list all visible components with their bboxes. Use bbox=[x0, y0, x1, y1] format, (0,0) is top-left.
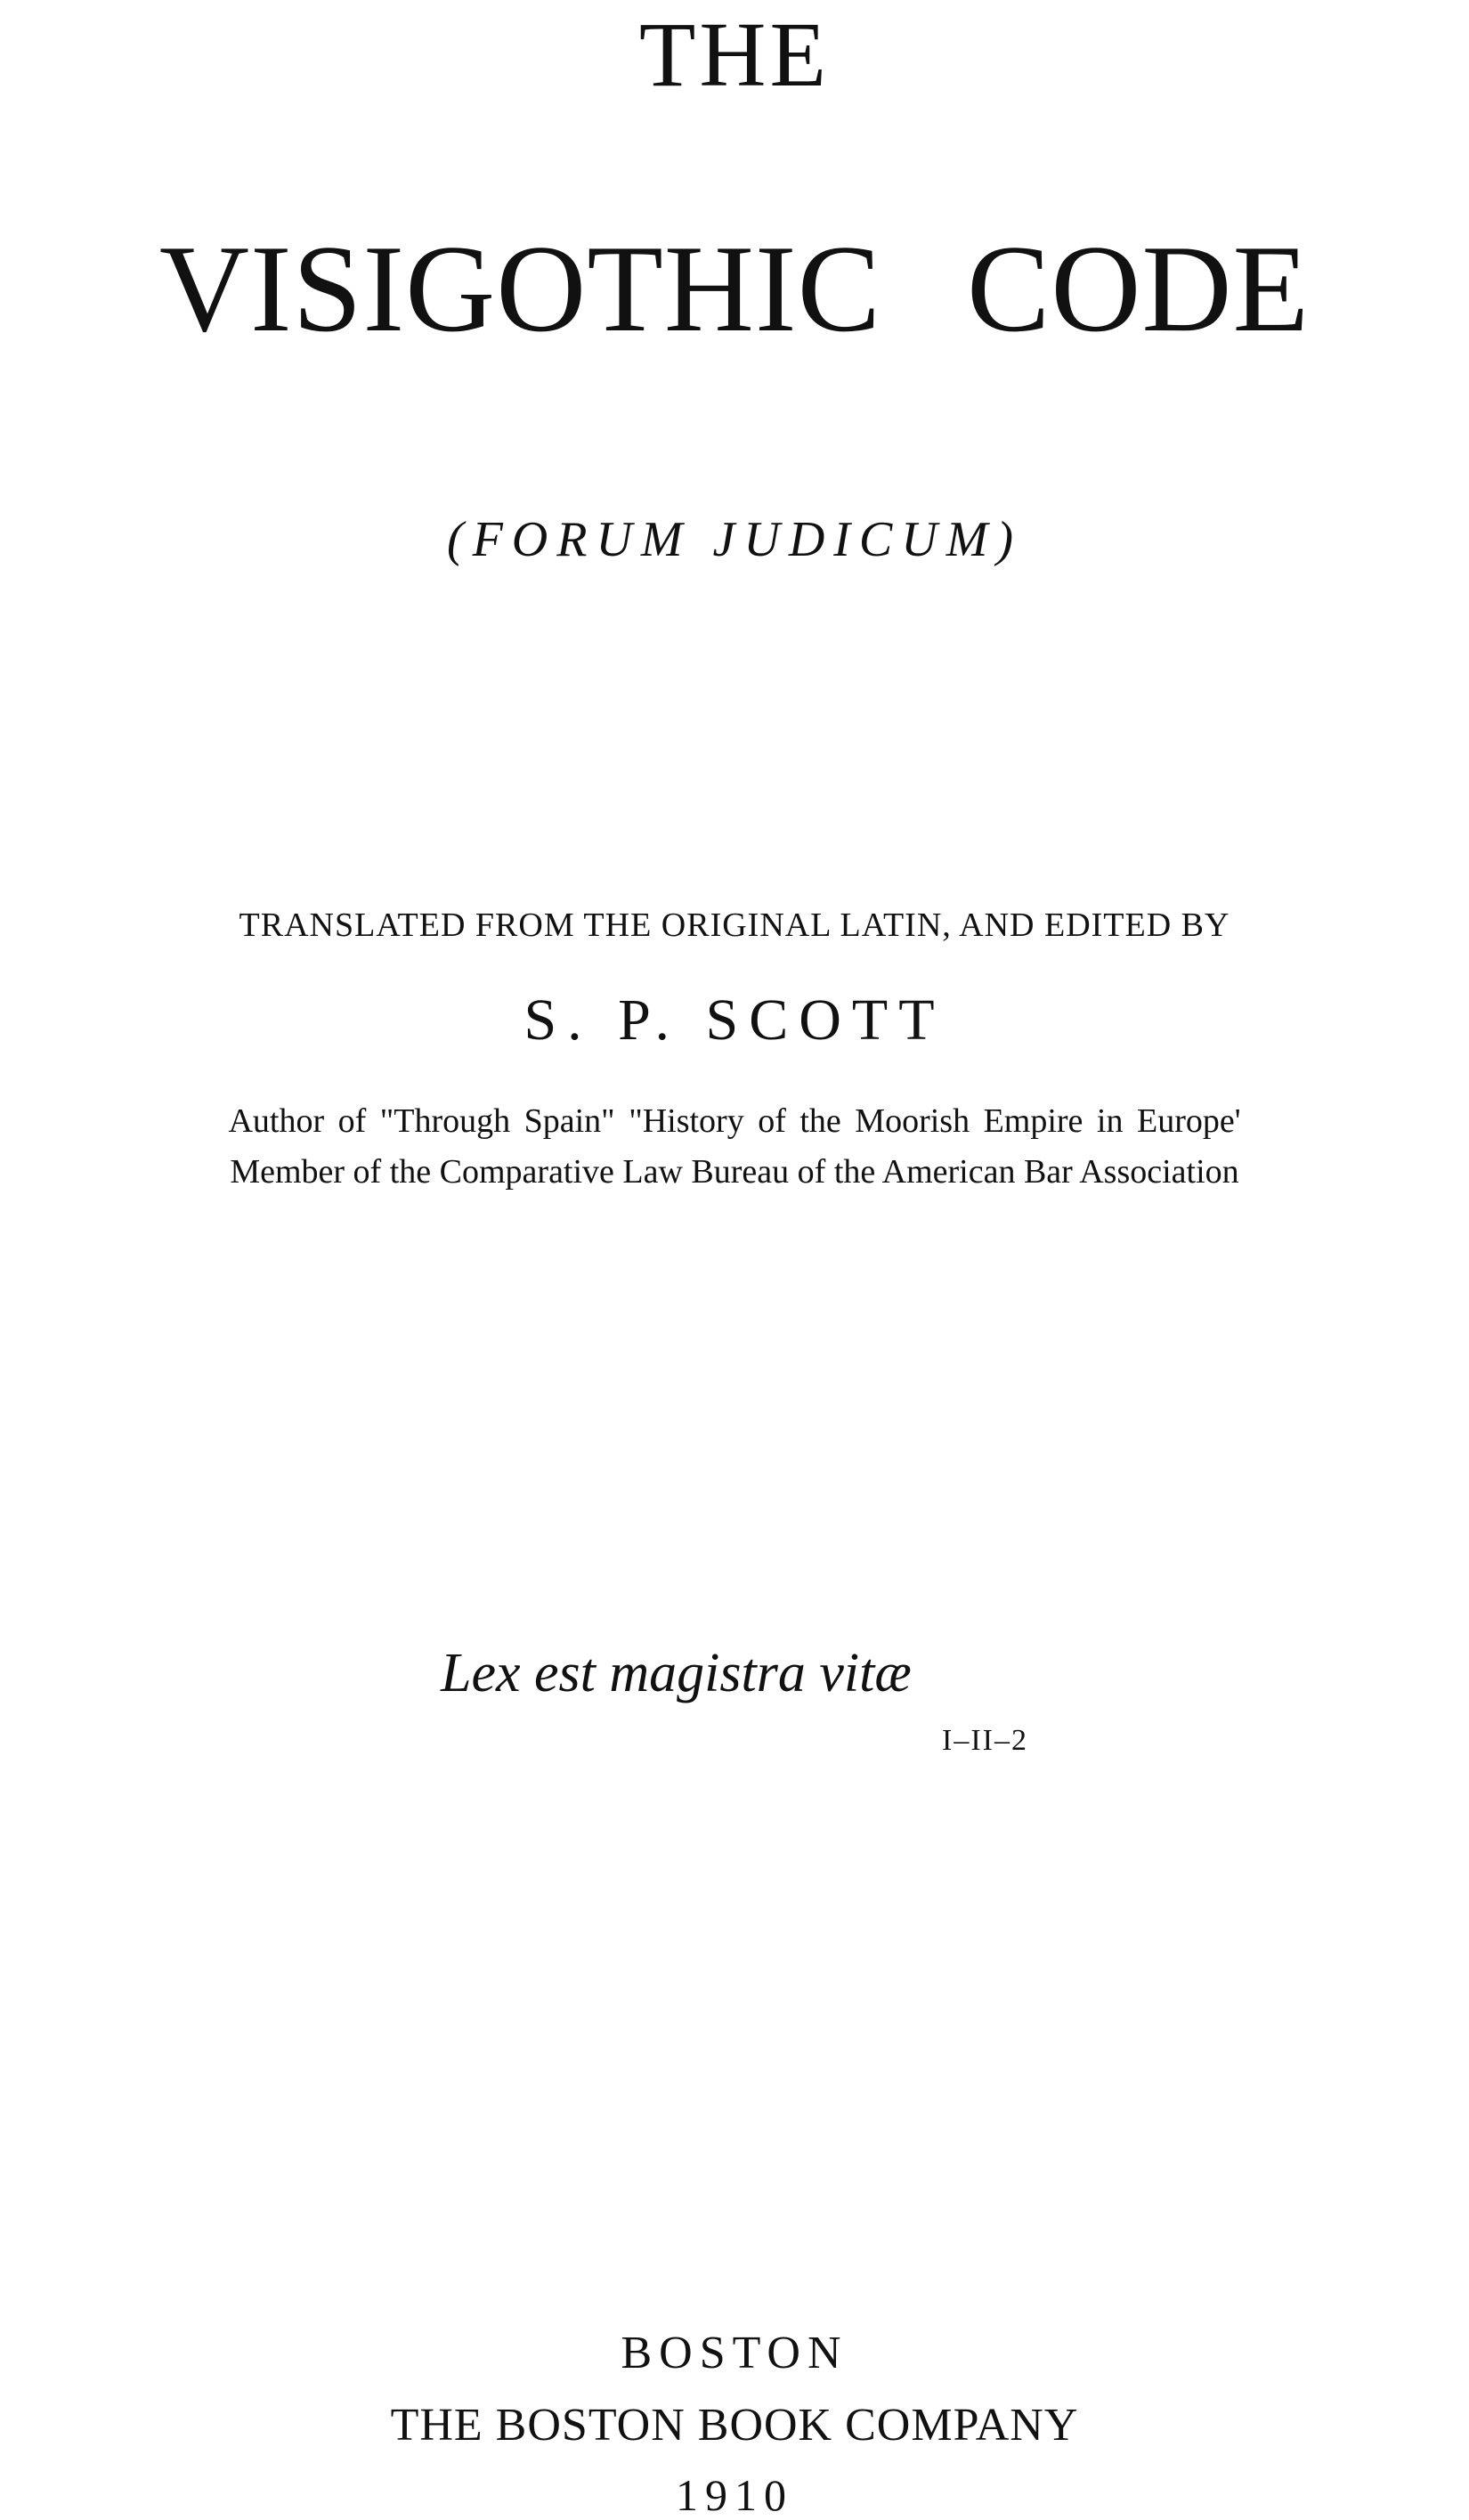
book-title: VISIGOTHIC CODE bbox=[158, 220, 1311, 358]
author-credit-works: Author of "Through Spain" "History of the Moorish Empire in Europe' bbox=[228, 1102, 1241, 1140]
publisher-name: THE BOSTON BOOK COMPANY bbox=[390, 2400, 1079, 2451]
epigraph-reference: I–II–2 bbox=[942, 1724, 1028, 1757]
publication-year: 1910 bbox=[676, 2470, 793, 2520]
publication-city: BOSTON bbox=[621, 2328, 848, 2378]
title-prefix: THE bbox=[638, 4, 831, 106]
translator-note: TRANSLATED FROM THE ORIGINAL LATIN, AND EDITED BY bbox=[239, 906, 1230, 944]
author-credit-membership: Member of the Comparative Law Bureau of the American Bar Association bbox=[230, 1153, 1239, 1191]
author-name: S. P. SCOTT bbox=[523, 988, 946, 1053]
epigraph: Lex est magistra vitæ bbox=[441, 1643, 912, 1703]
book-subtitle: (FORUM JUDICUM) bbox=[446, 512, 1023, 567]
